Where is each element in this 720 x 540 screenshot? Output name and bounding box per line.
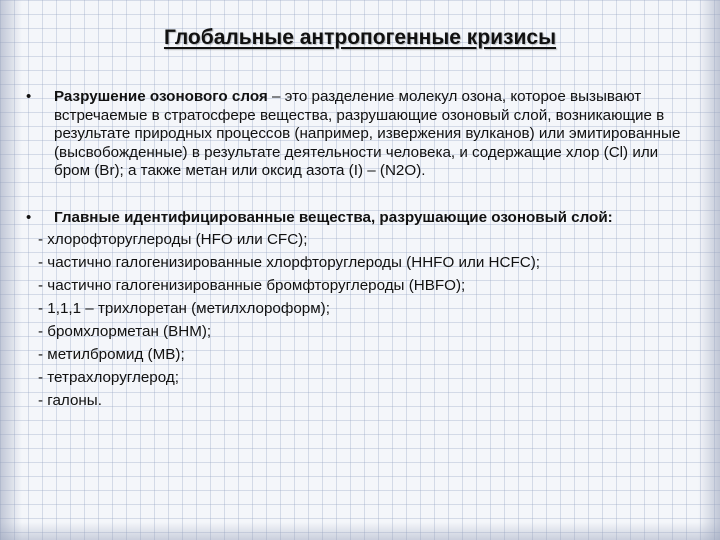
list-item: - бромхлорметан (BHM);: [38, 323, 212, 340]
list-item: - 1,1,1 – трихлоретан (метилхлороформ);: [38, 300, 330, 317]
list-item: - частично галогенизированные хлорфторуглероды (HHFO или HCFC);: [38, 254, 540, 271]
ozone-destruction-term: Разрушение озонового слоя: [54, 88, 268, 105]
bullet-ozone-destruction: [22, 88, 682, 181]
substances-list: [38, 231, 682, 411]
bullet-ozone-depleting-substances: [22, 209, 682, 228]
slide-title: Глобальные антропогенные кризисы: [163, 26, 557, 49]
list-item: - метилбромид (MB);: [38, 346, 185, 363]
bullet-point-icon: •: [26, 208, 32, 226]
list-item: - частично галогенизированные бромфторуглероды (HBFO);: [38, 277, 466, 294]
right-edge-shading: [698, 0, 720, 540]
list-item: - тетрахлоруглерод;: [38, 369, 179, 386]
left-edge-shading: [0, 0, 22, 540]
bottom-edge-shading: [0, 522, 720, 540]
bullet-spacer: [22, 181, 682, 209]
bullet-point-icon: •: [26, 88, 32, 105]
list-item: - хлорофторуглероды (HFO или CFC);: [38, 231, 308, 248]
slide-body: [22, 88, 682, 415]
substances-heading: Главные идентифицированные вещества, разрушающие озоновый слой:: [54, 208, 613, 226]
ozone-destruction-definition: – это разделение молекул озона, которое вызывают встречаемые в стратосфере вещества, разрушающие озоновый слой, возникающие в результате природных процессов (например, извержения вулканов) или эмитированные (высвобожденные) в результате деятельности человека, и содержащие хлор (Cl) или бром (Br); а также метан или оксид азота (I) – (N2O).: [54, 88, 681, 179]
list-item: - галоны.: [38, 392, 102, 409]
